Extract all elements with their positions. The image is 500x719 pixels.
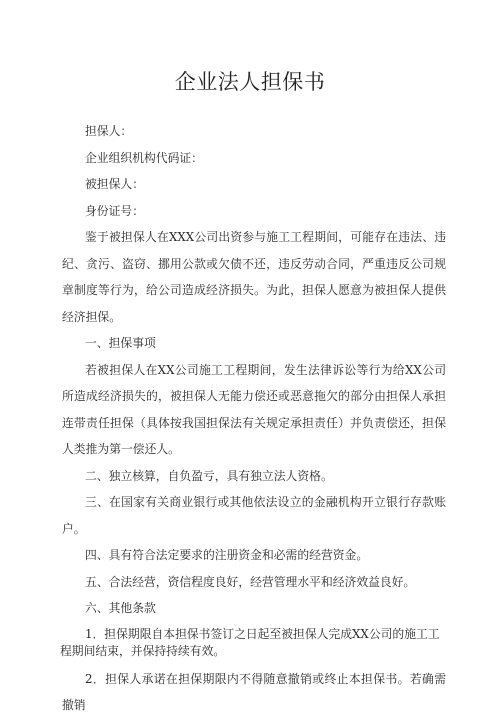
field-id-number: 身份证号： bbox=[85, 203, 144, 218]
clause-1-line-1: 1．担保期限自本担保书签订之日起至被担保人完成XX公司的施工工 bbox=[85, 626, 440, 641]
item-5: 五、合法经营，资信程度良好，经营管理水平和经济效益良好。 bbox=[85, 574, 416, 589]
item-3: 三、在国家有关商业银行或其他依法设立的金融机构开立银行存款账户。 bbox=[62, 495, 446, 536]
section-6-heading: 六、其他条款 bbox=[85, 601, 156, 615]
field-guaranteed: 被担保人： bbox=[85, 177, 144, 191]
item-2: 二、独立核算，自负盈亏，具有独立法人资格。 bbox=[85, 468, 333, 483]
intro-paragraph: 鉴于被担保人在XXX公司出资参与施工工程期间，可能存在违法、违纪、贪污、盗窃、挪用公款或欠债不还，违反劳动合同，严重违反公司规章制度等行为，给公司造成经济损失。为此，担保人愿意为被担保人提供经济担保。 bbox=[62, 230, 446, 324]
clause-1-line-2: 程期间结束，并保持持续有效。 bbox=[60, 643, 226, 658]
clause-2-line-1: 2．担保人承诺在担保期限内不得随意撤销或终止本担保书。若确需撤销 bbox=[62, 671, 446, 712]
section-1-body: 若被担保人在XX公司施工工程期间，发生法律诉讼等行为给XX公司所造成经济损失的，被担保人无能力偿还或恶意拖欠的部分由担保人承担连带责任担保（具体按我国担保法有关规定承担责任）并负责偿还，担保人类推为第一偿还人。 bbox=[62, 362, 446, 456]
item-4: 四、具有符合法定要求的注册资金和必需的经营资金。 bbox=[85, 548, 369, 562]
clause-1 bbox=[62, 626, 446, 660]
field-guarantor: 担保人： bbox=[85, 124, 133, 138]
document-body bbox=[62, 118, 446, 719]
field-org-code: 企业组织机构代码证： bbox=[85, 150, 203, 165]
section-1-heading: 一、担保事项 bbox=[85, 336, 156, 350]
document-title: 企业法人担保书 bbox=[174, 70, 326, 94]
